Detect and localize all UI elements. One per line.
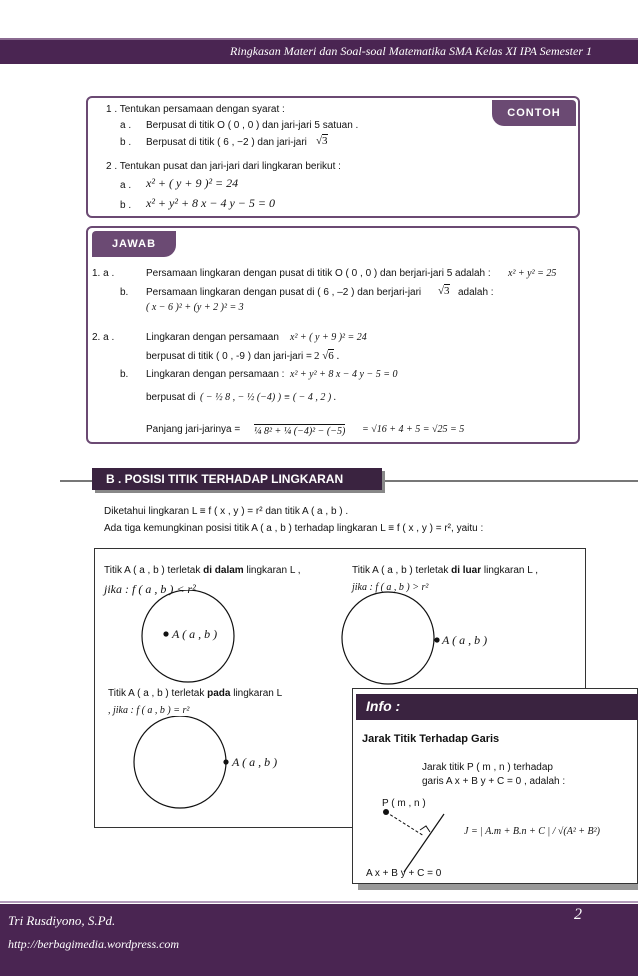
jawab-1b-label: b.: [120, 287, 129, 298]
jawab-1a-label: 1. a .: [92, 268, 115, 279]
case-inside-condition: jika : f ( a , b ) < r²: [104, 582, 196, 596]
case-on-point-label: A ( a , b ): [232, 755, 278, 769]
jawab-1a: Persamaan lingkaran dengan pusat di titik O ( 0 , 0 ) dan berjari-jari 5 adalah :: [146, 268, 491, 279]
case-outside-text-1: Titik A ( a , b ) terletak: [352, 565, 449, 576]
jawab-1b: Persamaan lingkaran dengan pusat di ( 6 , –2 ) dan berjari-jari: [146, 287, 422, 298]
case-outside-text-2: lingkaran L ,: [483, 565, 539, 576]
contoh-q2b-label: b .: [120, 200, 132, 211]
section-title: B . POSISI TITIK TERHADAP LINGKARAN: [106, 472, 344, 486]
contoh-q1: 1 . Tentukan persamaan dengan syarat :: [106, 104, 285, 115]
contoh-q2a: x² + ( y + 9 )² = 24: [146, 176, 239, 190]
point-outside: [434, 637, 439, 642]
page-number: 2: [574, 906, 582, 923]
case-inside-text-1: Titik A ( a , b ) terletak: [104, 565, 201, 576]
header-title: Ringkasan Materi dan Soal-soal Matematika SMA Kelas XI IPA Semester 1: [230, 44, 592, 58]
footer-author: Tri Rusdiyono, S.Pd.: [8, 913, 116, 928]
jawab-2a2-value: 2 √6 .: [314, 350, 340, 362]
jawab-2b2-eq: ( − ½ 8 , − ½ (−4) ) ≡ ( − 4 , 2 ) .: [200, 392, 337, 403]
distance-line: [386, 812, 424, 836]
jawab-2a-label: 2. a .: [92, 332, 115, 343]
footer-url[interactable]: http://berbagimedia.wordpress.com: [8, 937, 180, 951]
contoh-q2: 2 . Tentukan pusat dan jari-jari dari lingkaran berikut :: [106, 161, 341, 172]
info-desc-2: garis A x + B y + C = 0 , adalah :: [422, 776, 566, 787]
info-desc-1: Jarak titik P ( m , n ) terhadap: [422, 762, 553, 773]
contoh-q1a-label: a .: [120, 120, 132, 131]
contoh-q1a: Berpusat di titik O ( 0 , 0 ) dan jari-jari 5 satuan .: [146, 120, 359, 131]
jawab-2b: Lingkaran dengan persamaan :: [146, 369, 285, 380]
section-intro-2: Ada tiga kemungkinan posisi titik A ( a , b ) terhadap lingkaran L ≡ f ( x , y ) = r², yaitu :: [104, 523, 484, 534]
point-on: [223, 759, 228, 764]
circle-outside: [342, 592, 434, 684]
sqrt-value: 3: [444, 285, 450, 297]
jawab-2a: Lingkaran dengan persamaan: [146, 332, 279, 343]
case-on-diagram: [124, 716, 244, 812]
circle-on: [134, 716, 226, 808]
info-head: Info :: [366, 698, 401, 714]
point-inside: [163, 631, 168, 636]
contoh-q2a-label: a .: [120, 180, 132, 191]
info-formula: J = | A.m + B.n + C | / √(A² + B²): [464, 826, 600, 837]
right-angle-mark: [420, 826, 430, 832]
jawab-tag: JAWAB: [92, 231, 176, 257]
case-on-condition: , jika : f ( a , b ) = r²: [108, 705, 190, 716]
jawab-2b3-eq2: = √16 + 4 + 5 = √25 = 5: [362, 424, 465, 435]
case-outside-condition: jika : f ( a , b ) > r²: [352, 582, 429, 593]
section-title-bar: [92, 468, 382, 490]
case-on-text-2: lingkaran L: [233, 688, 283, 699]
jawab-2b3-eq1: ¼ 8² + ¼ (−4)² − (−5): [254, 426, 346, 437]
jawab-1b-end: adalah :: [458, 287, 494, 298]
case-inside-point-label: A ( a , b ): [172, 627, 218, 641]
jawab-2a2: berpusat di titik ( 0 , -9 ) dan jari-jari =: [146, 351, 312, 362]
radius-coefficient: 2: [314, 350, 320, 362]
contoh-tag: CONTOH: [492, 100, 576, 126]
contoh-q2b: x² + y² + 8 x − 4 y − 5 = 0: [146, 196, 275, 210]
info-title: Jarak Titik Terhadap Garis: [362, 733, 500, 745]
jawab-1a-eq: x² + y² = 25: [508, 268, 557, 279]
section-intro-1: Diketahui lingkaran L ≡ f ( x , y ) = r² dan titik A ( a , b ) .: [104, 506, 349, 517]
jawab-2b-eq: x² + y² + 8 x − 4 y − 5 = 0: [290, 369, 398, 380]
jawab-1b-eq: ( x − 6 )² + (y + 2 )² = 3: [146, 302, 244, 313]
jawab-2b3: Panjang jari-jarinya =: [146, 424, 241, 435]
case-inside-text: [104, 565, 301, 576]
jawab-1b-sqrt: √3: [438, 285, 450, 297]
info-head-bar: [356, 694, 638, 720]
case-outside-bold: di luar: [451, 565, 482, 576]
sqrt-value: 6: [328, 350, 334, 362]
case-on-text: [108, 688, 282, 699]
contoh-q1b-label: b .: [120, 137, 132, 148]
target-line: [404, 814, 444, 872]
contoh-q1b-sqrt: √3: [316, 135, 328, 147]
case-on-text-1: Titik A ( a , b ) terletak: [108, 688, 205, 699]
case-on-bold: pada: [207, 688, 231, 699]
info-line-label: A x + B y + C = 0: [366, 868, 442, 879]
case-outside-text: [352, 565, 538, 576]
jawab-2a-eq: x² + ( y + 9 )² = 24: [290, 332, 367, 343]
footer-accent-line: [0, 901, 638, 903]
sqrt-value: 3: [322, 135, 328, 147]
info-point-label: P ( m , n ): [382, 798, 426, 809]
contoh-q1b: Berpusat di titik ( 6 , −2 ) dan jari-jari: [146, 137, 307, 148]
jawab-2b-label: b.: [120, 369, 129, 380]
case-outside-point-label: A ( a , b ): [442, 633, 488, 647]
case-inside-text-2: lingkaran L ,: [246, 565, 301, 576]
case-inside-bold: di dalam: [203, 565, 244, 576]
jawab-2b2: berpusat di: [146, 392, 196, 403]
